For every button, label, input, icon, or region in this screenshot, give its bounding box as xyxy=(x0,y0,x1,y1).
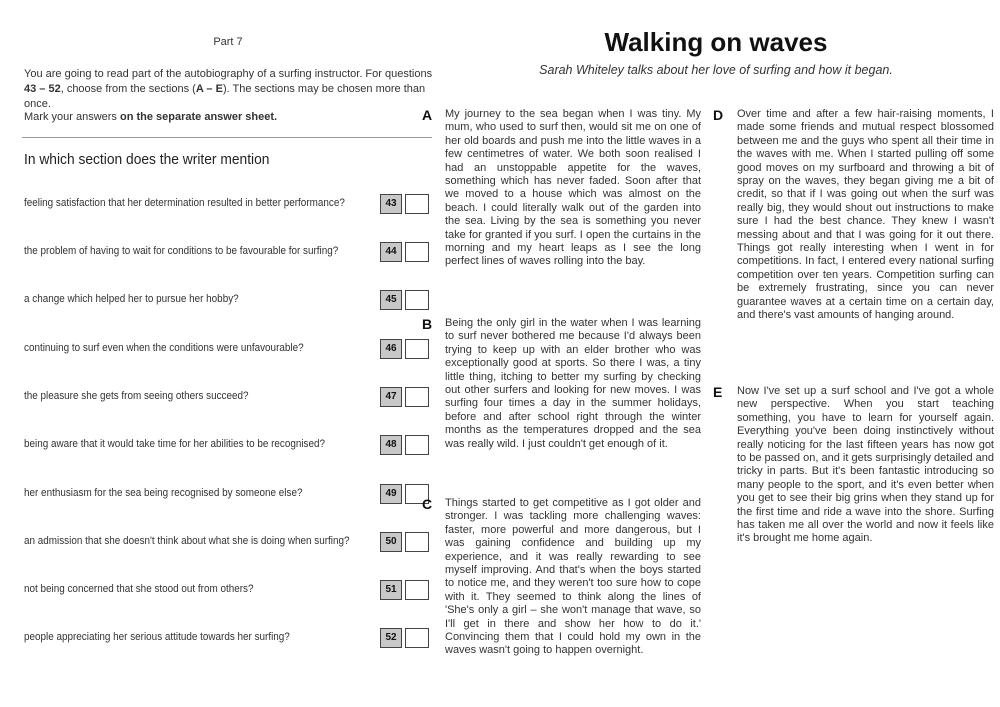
answer-box[interactable] xyxy=(405,290,429,310)
question-text: her enthusiasm for the sea being recognised by someone else? xyxy=(24,487,303,499)
question-row xyxy=(24,339,432,361)
article-subtitle: Sarah Whiteley talks about her love of surfing and how it began. xyxy=(539,63,893,77)
section-letter-d: D xyxy=(713,107,724,123)
section-letter-e: E xyxy=(713,384,723,400)
answer-box[interactable] xyxy=(405,387,429,407)
question-text: a change which helped her to pursue her hobby? xyxy=(24,293,239,305)
section-d-text: Over time and after a few hair-raising moments, I made some friends and mutual respect blossomed between me and the guys who spent all their time in the waves with me. When I started pulling off some good moves on my surfboard and throwing a bit of spray on the waves, they began giving me a bit of credit, so that if I was going out when the surf was really big, they would shout out instructions to make sure I had the best chance. They knew I wasn't messing about and that I was going for it out there. Things got really interesting when I went in for competitions. In fact, I entered every national surfing competition over ten years. Competition surfing can be extremely frustrating, since you can never guarantee waves at a certain time on a certain day, and there's vast amounts of hanging around. xyxy=(737,108,994,322)
question-number: 43 xyxy=(380,194,402,214)
question-row xyxy=(24,580,432,602)
question-number: 51 xyxy=(380,580,402,600)
question-text: not being concerned that she stood out from others? xyxy=(24,583,254,595)
question-text: an admission that she doesn't think about what she is doing when surfing? xyxy=(24,535,350,547)
question-text: continuing to surf even when the conditions were unfavourable? xyxy=(24,342,304,354)
question-number: 48 xyxy=(380,435,402,455)
question-number: 45 xyxy=(380,290,402,310)
answer-box[interactable] xyxy=(405,194,429,214)
question-row xyxy=(24,628,432,650)
question-number: 50 xyxy=(380,532,402,552)
part-title: Part 7 xyxy=(213,36,243,48)
question-row xyxy=(24,290,432,312)
question-text: the pleasure she gets from seeing others succeed? xyxy=(24,390,249,402)
question-number: 44 xyxy=(380,242,402,262)
divider xyxy=(22,137,432,138)
question-text: the problem of having to wait for conditions to be favourable for surfing? xyxy=(24,245,339,257)
section-a-text: My journey to the sea began when I was tiny. My mum, who used to surf then, would sit me on one of her old boards and push me into the little waves in a few centimetres of water. We both soon realised I had an unstoppable appetite for the waves, something which has never faded. Soon after that we moved to a house which was almost on the beach. I could literally walk out of the garden into the sea. Living by the sea is something you never take for granted if you surf. I open the curtains in the morning and my heart leaps as I see the long perfect lines of waves rolling into the bay. xyxy=(445,108,701,268)
section-e-text: Now I've set up a surf school and I've got a whole new perspective. When you start teaching something, you have to learn for yourself again. Everything you've been doing instinctively without really noticing for the last fifteen years has now got to be passed on, and it gets surprisingly detailed and tricky in parts. But it's been fantastic introducing so many people to the sport, and it's even better when you get to see their big grins when they stand up for the first time and ride a wave into the shore. Surfing has taken me all over the world and now it feels like it's brought me home again. xyxy=(737,385,994,545)
question-row xyxy=(24,242,432,264)
question-number: 52 xyxy=(380,628,402,648)
section-c-text: Things started to get competitive as I got older and stronger. I was tackling more challenging waves: faster, more powerful and more dangerous, but I was gaining confidence and building up my experience, and it was really rewarding to see myself improving. And that's when the boys started to notice me, and they weren't too sure how to cope with it. They seemed to think along the lines of 'She's only a girl – she won't manage that wave, so I'll get in there and show her how to do it.' Convincing them that I could hold my own in the waves wasn't going to happen overnight. xyxy=(445,497,701,657)
question-row xyxy=(24,194,432,216)
question-number: 46 xyxy=(380,339,402,359)
answer-box[interactable] xyxy=(405,580,429,600)
article-title: Walking on waves xyxy=(604,27,828,57)
section-letter-a: A xyxy=(422,107,433,123)
answer-box[interactable] xyxy=(405,339,429,359)
question-row xyxy=(24,387,432,409)
answer-box[interactable] xyxy=(405,435,429,455)
answer-box[interactable] xyxy=(405,532,429,552)
question-number: 47 xyxy=(380,387,402,407)
question-text: feeling satisfaction that her determination resulted in better performance? xyxy=(24,197,345,209)
section-letter-b: B xyxy=(422,316,433,332)
question-number: 49 xyxy=(380,484,402,504)
section-b-text: Being the only girl in the water when I was learning to surf never bothered me because I'd always been trying to keep up with an elder brother who was exceptionally good at sports. So there I was, a tiny little thing, itching to better my surfing by checking out other surfers and looking for new moves. I was surfing four times a day in the summer holidays, before and after school right through the winter months as the temperatures dropped and the sea was really wild. I just couldn't get enough of it. xyxy=(445,317,701,450)
section-letter-c: C xyxy=(422,496,433,512)
instructions: You are going to read part of the autobiography of a surfing instructor. For questions 43 – 52, choose from the sections (A – E). The sections may be chosen more than once. xyxy=(24,68,433,110)
answer-box[interactable] xyxy=(405,628,429,648)
question-text: being aware that it would take time for her abilities to be recognised? xyxy=(24,438,326,450)
question-row xyxy=(24,532,432,554)
answer-sheet-note: Mark your answers on the separate answer sheet. xyxy=(24,111,278,123)
question-text: people appreciating her serious attitude towards her surfing? xyxy=(24,631,290,643)
question-row xyxy=(24,435,432,457)
answer-box[interactable] xyxy=(405,242,429,262)
question-heading: In which section does the writer mention xyxy=(24,151,270,168)
question-row xyxy=(24,484,432,506)
